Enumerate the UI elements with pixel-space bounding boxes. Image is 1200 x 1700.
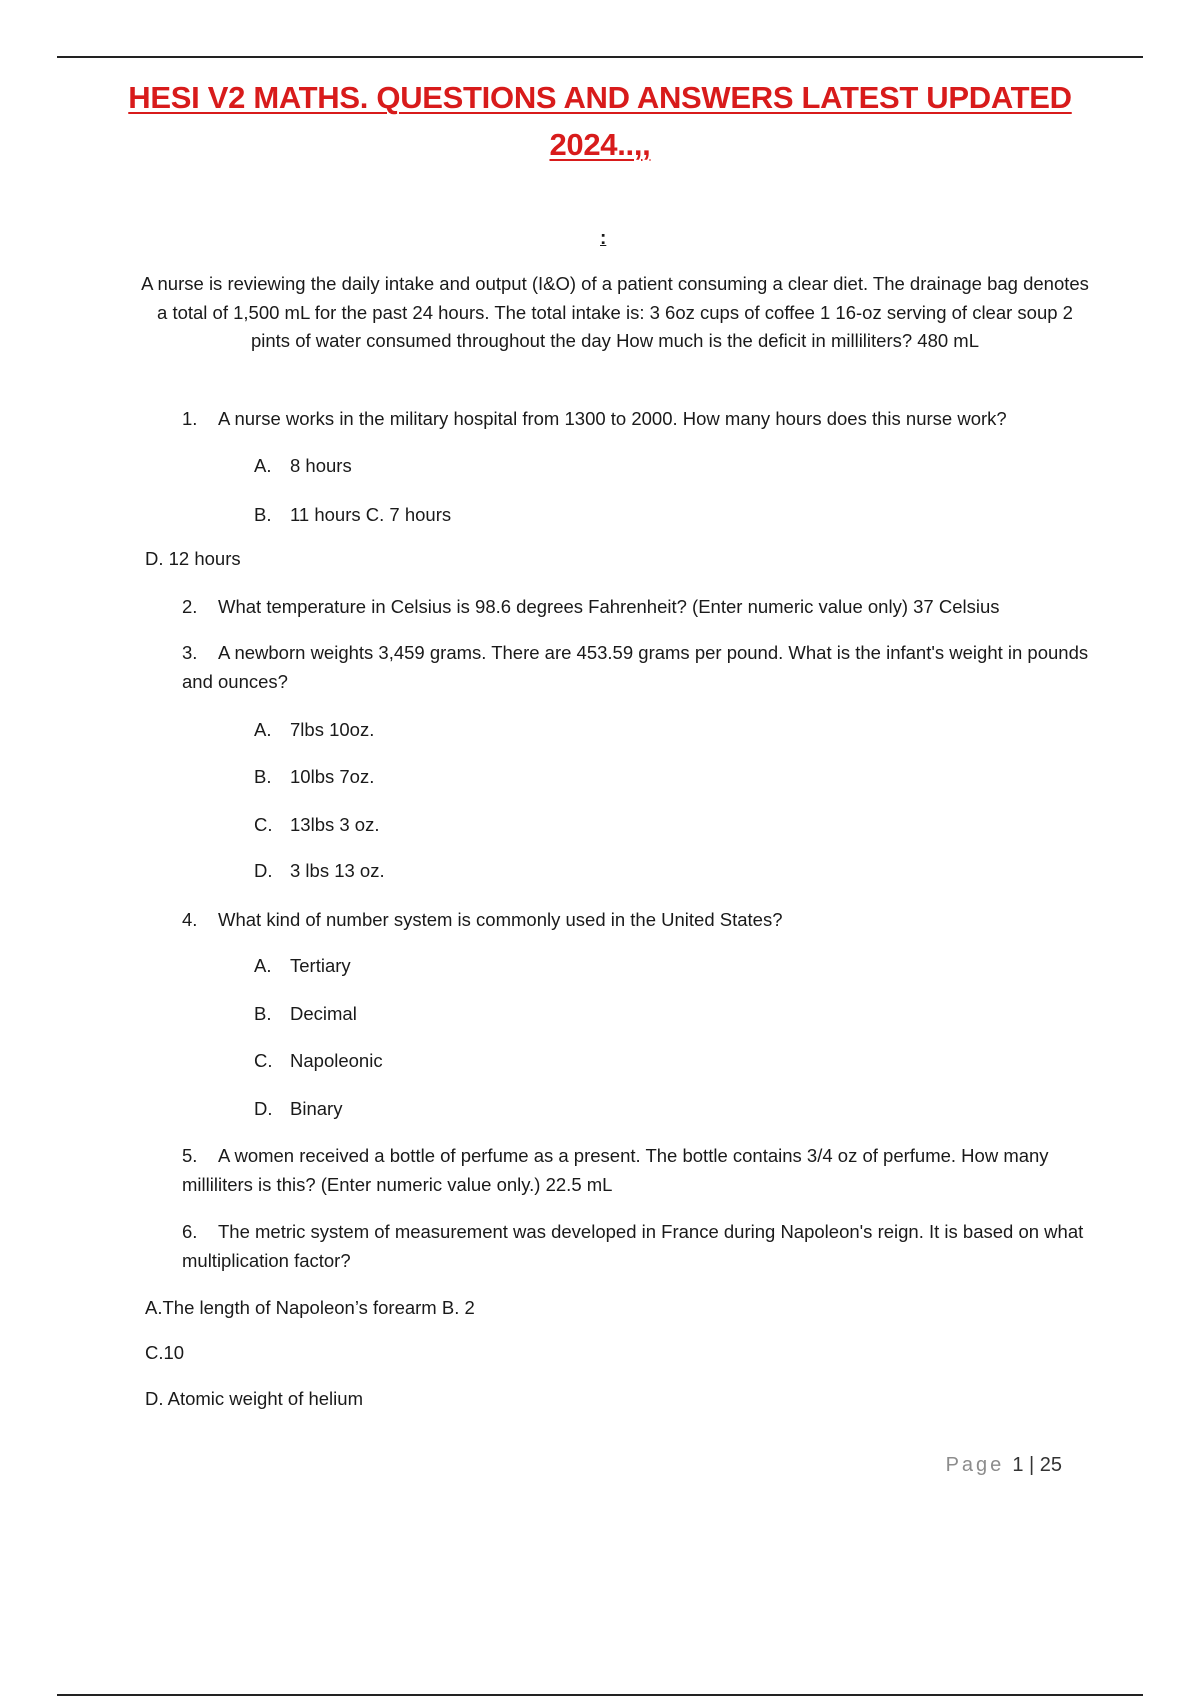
q1-option-d: D. 12 hours (145, 548, 241, 569)
page-number: 1 | 25 (1012, 1454, 1062, 1476)
section-colon: : (600, 228, 607, 249)
document-title (100, 74, 1100, 168)
q3-option-d (254, 858, 385, 884)
question-text: A nurse works in the military hospital from 1300 to 2000. How many hours does this nurse work? (218, 408, 1007, 429)
q3-option-a (254, 717, 374, 743)
q6-option-c: C.10 (145, 1342, 185, 1363)
q6-option-a-b: A.The length of Napoleon’s forearm B. 2 (145, 1297, 475, 1318)
q1-option-b (254, 502, 451, 528)
question-2 (182, 593, 1097, 622)
q1-option-a (254, 453, 352, 479)
bottom-rule (57, 1694, 1143, 1696)
question-5 (182, 1142, 1097, 1199)
option-text: Tertiary (290, 955, 351, 976)
option-text: Decimal (290, 1003, 357, 1024)
question-text: A newborn weights 3,459 grams. There are 453.59 grams per pound. What is the infant's weight in pounds and ounces? (182, 642, 1089, 692)
question-number: 4. (182, 909, 198, 930)
option-text: 10lbs 7oz. (290, 766, 375, 787)
question-number: 3. (182, 642, 198, 663)
q6-option-d: D. Atomic weight of helium (145, 1388, 363, 1409)
intro-paragraph: A nurse is reviewing the daily intake and output (I&O) of a patient consuming a clear diet. The drainage bag denotes a total of 1,500 mL for the past 24 hours. The total intake is: 3 6oz cups of coffee 1 16-oz serving of clear soup 2 pints of water consumed throughout the day How much is the deficit in milliliters? 480 mL (141, 273, 1089, 351)
question-1 (182, 405, 1097, 434)
option-text: 7lbs 10oz. (290, 719, 375, 740)
option-letter: A. (254, 455, 272, 476)
question-6 (182, 1218, 1097, 1275)
option-letter: C. (254, 814, 273, 835)
option-text: 3 lbs 13 oz. (290, 860, 385, 881)
question-text: What temperature in Celsius is 98.6 degrees Fahrenheit? (Enter numeric value only) 37 Celsius (218, 596, 1000, 617)
option-text: 13lbs 3 oz. (290, 814, 380, 835)
option-letter: D. (254, 860, 273, 881)
question-number: 2. (182, 596, 198, 617)
q4-option-a (254, 953, 351, 979)
question-3 (182, 639, 1097, 696)
option-letter: B. (254, 504, 272, 525)
page-footer (946, 1454, 1062, 1477)
option-letter: B. (254, 1003, 272, 1024)
q3-option-c (254, 812, 379, 838)
option-letter: B. (254, 766, 272, 787)
question-number: 1. (182, 408, 198, 429)
option-text: 11 hours C. 7 hours (290, 504, 452, 525)
question-number: 6. (182, 1221, 198, 1242)
q4-option-b (254, 1001, 357, 1027)
title-line-1: HESI V2 MATHS. QUESTIONS AND ANSWERS LATEST UPDATED (128, 80, 1072, 115)
page-label: Page (945, 1454, 1005, 1476)
option-letter: A. (254, 719, 272, 740)
q4-option-d (254, 1096, 342, 1122)
top-rule (57, 56, 1143, 58)
question-text: The metric system of measurement was developed in France during Napoleon's reign. It is based on what multiplication factor? (182, 1221, 1084, 1271)
option-text: Napoleonic (290, 1050, 383, 1071)
q4-option-c (254, 1048, 383, 1074)
question-text: What kind of number system is commonly used in the United States? (218, 909, 783, 930)
option-letter: A. (254, 955, 272, 976)
title-line-2: 2024..,, (549, 127, 651, 162)
question-text: A women received a bottle of perfume as a present. The bottle contains 3/4 oz of perfume. How many milliliters is this? (Enter numeric value only.) 22.5 mL (182, 1145, 1049, 1195)
option-text: 8 hours (290, 455, 352, 476)
option-letter: D. (254, 1098, 273, 1119)
option-letter: C. (254, 1050, 273, 1071)
option-text: Binary (290, 1098, 343, 1119)
q3-option-b (254, 764, 374, 790)
question-4 (182, 906, 1097, 935)
question-number: 5. (182, 1145, 198, 1166)
